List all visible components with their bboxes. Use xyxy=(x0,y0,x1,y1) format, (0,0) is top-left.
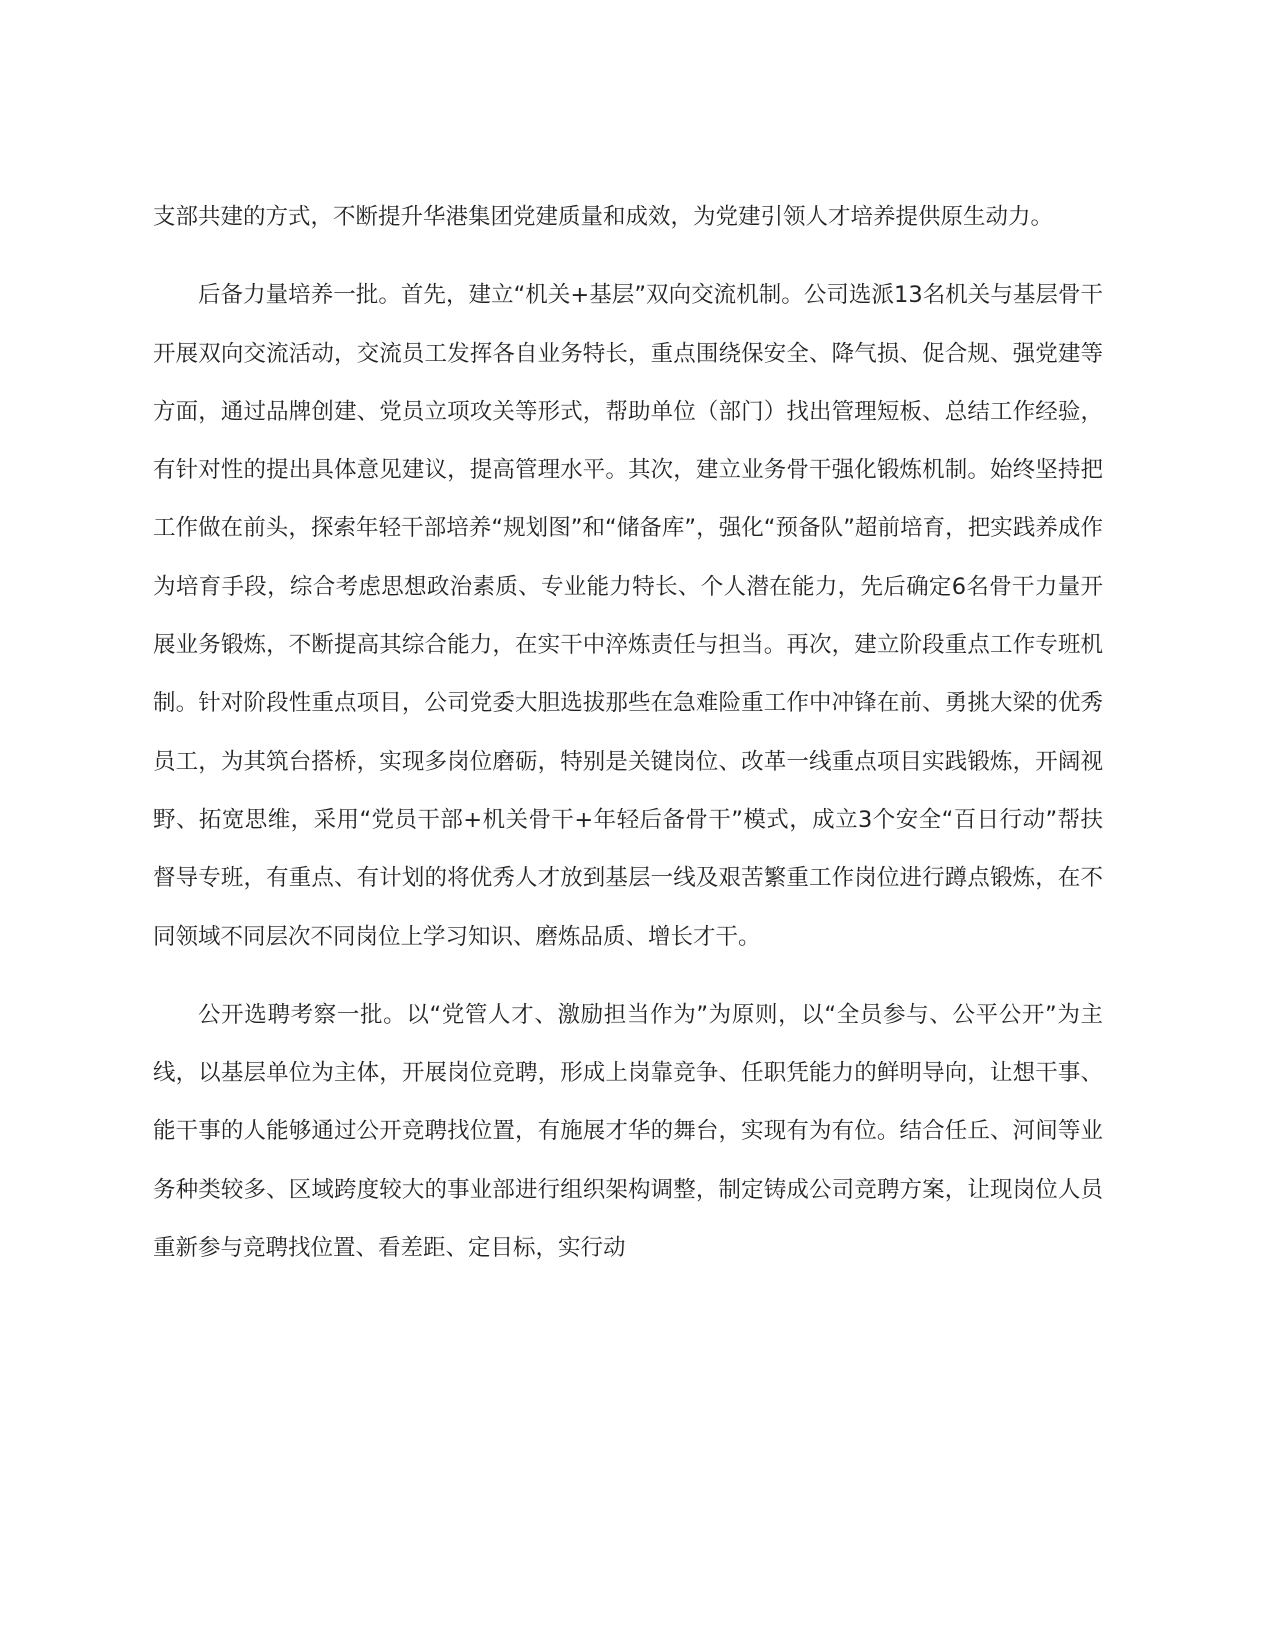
paragraph-1: 支部共建的方式，不断提升华港集团党建质量和成效，为党建引领人才培养提供原生动力。 xyxy=(153,204,1054,230)
paragraph-2: 后备力量培养一批。首先，建立“机关+基层”双向交流机制。公司选派13名机关与基层骨干开展双向交流活动，交流员工发挥各自业务特长，重点围绕保安全、降气损、促合规、强党建等方面，通过品牌创建、党员立项攻关等形式，帮助单位（部门）找出管理短板、总结工作经验，有针对性的提出具体意见建议，提高管理水平。其次，建立业务骨干强化锻炼机制。始终坚持把工作做在前头，探索年轻干部培养“规划图”和“储备库”，强化“预备队”超前培育，把实践养成作为培育手段，综合考虑思想政治素质、专业能力特长、个人潜在能力，先后确定6名骨干力量开展业务锻炼，不断提高其综合能力，在实干中淬炼责任与担当。再次，建立阶段重点工作专班机制。针对阶段性重点项目，公司党委大胆选拔那些在急难险重工作中冲锋在前、勇挑大梁的优秀员工，为其筑台搭桥，实现多岗位磨砺，特别是关键岗位、改革一线重点项目实践锻炼，开阔视野、拓宽思维，采用“党员干部+机关骨干+年轻后备骨干”模式，成立3个安全“百日行动”帮扶督导专班，有重点、有计划的将优秀人才放到基层一线及艰苦繁重工作岗位进行蹲点锻炼，在不同领域不同层次不同岗位上学习知识、磨炼品质、增长才干。 xyxy=(153,282,1103,950)
document-body xyxy=(153,188,1103,1297)
paragraph-3: 公开选聘考察一批。以“党管人才、激励担当作为”为原则，以“全员参与、公平公开”为主线，以基层单位为主体，开展岗位竞聘，形成上岗靠竞争、任职凭能力的鲜明导向，让想干事、能干事的人能够通过公开竞聘找位置，有施展才华的舞台，实现有为有位。结合任丘、河间等业务种类较多、区域跨度较大的事业部进行组织架构调整，制定铸成公司竞聘方案，让现岗位人员重新参与竞聘找位置、看差距、定目标，实行动 xyxy=(153,1001,1103,1262)
